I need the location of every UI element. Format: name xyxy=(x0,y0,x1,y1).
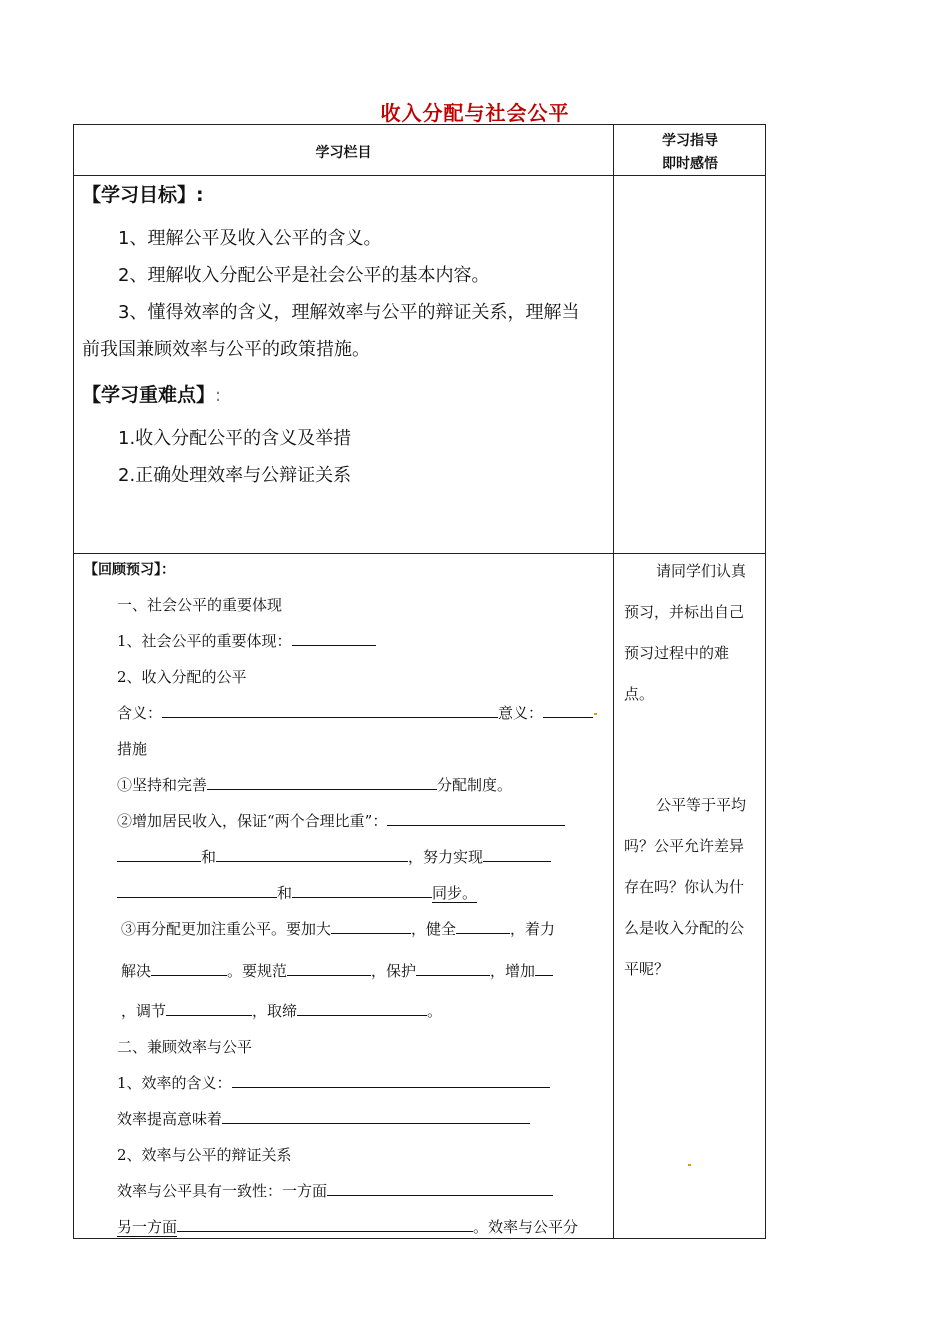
guidance-1-line3: 预习过程中的难 xyxy=(624,644,730,662)
measure-3-row2 xyxy=(121,960,553,981)
key-point-2: 2.正确处理效率与公辩证关系 xyxy=(118,465,352,486)
consistency-row xyxy=(117,1180,553,1201)
efficiency-means xyxy=(117,1108,530,1129)
adjust-label: ，调节 xyxy=(121,1002,167,1020)
protect-label: ，保护 xyxy=(371,962,417,980)
objectives-heading: 【学习目标】: xyxy=(82,184,204,206)
column-header-guidance-line2: 即时感悟 xyxy=(662,156,718,172)
blank-line xyxy=(151,963,227,976)
objective-3-line2: 前我国兼顾效率与公平的政策措施。 xyxy=(82,339,370,360)
stray-mark xyxy=(594,713,597,715)
review-item-2-2: 2、效率与公平的辩证关系 xyxy=(117,1146,292,1164)
blank-line xyxy=(535,963,553,976)
blank-line xyxy=(162,705,498,718)
blank-line xyxy=(287,963,371,976)
and-label-1: 和 xyxy=(201,848,217,866)
increase-label: ，增加 xyxy=(490,962,536,980)
significance-label: 意义： xyxy=(498,704,544,722)
consistency-label: 效率与公平具有一致性：一方面 xyxy=(117,1182,328,1200)
blank-line xyxy=(232,1075,550,1088)
measure-1-a: ①坚持和完善 xyxy=(117,776,208,794)
blank-line xyxy=(222,1111,530,1124)
column-divider xyxy=(613,124,614,1239)
blank-line xyxy=(387,813,565,826)
blank-line xyxy=(297,1003,427,1016)
guidance-2-line1: 公平等于平均 xyxy=(656,796,747,814)
end-mark: 。 xyxy=(427,1002,443,1020)
blank-line xyxy=(117,849,201,862)
guidance-1-line2: 预习，并标出自己 xyxy=(624,603,745,621)
efficiency-meaning-label: 1、效率的含义： xyxy=(117,1074,232,1092)
sync-label: 同步。 xyxy=(432,884,478,902)
review-item-1-2: 2、收入分配的公平 xyxy=(117,668,247,686)
column-header-study: 学习栏目 xyxy=(315,145,372,161)
measure-3 xyxy=(121,918,555,939)
objective-1: 1、理解公平及收入公平的含义。 xyxy=(118,228,382,249)
measure-1-b: 分配制度。 xyxy=(437,776,513,794)
guidance-2-line3: 存在吗？你认为什 xyxy=(624,878,745,896)
measures-label: 措施 xyxy=(117,740,148,758)
blank-line xyxy=(327,1183,553,1196)
blank-line xyxy=(543,705,593,718)
review-section-1: 一、社会公平的重要体现 xyxy=(117,596,283,614)
other-hand-label: 另一方面 xyxy=(117,1218,178,1236)
review-item-1-1-label: 1、社会公平的重要体现： xyxy=(117,632,292,650)
key-points-colon: : xyxy=(215,385,222,406)
blank-line xyxy=(177,1219,473,1232)
regulate-label: 。要规范 xyxy=(227,962,288,980)
guidance-1-line4: 点。 xyxy=(624,685,655,703)
blank-line xyxy=(292,633,376,646)
blank-line xyxy=(207,777,437,790)
guidance-1-line1: 请同学们认真 xyxy=(656,562,747,580)
header-divider-left xyxy=(73,175,614,176)
blank-line xyxy=(483,849,551,862)
measure-1 xyxy=(117,774,512,795)
ban-label: ，取缔 xyxy=(252,1002,298,1020)
measure-3-b: ，健全 xyxy=(411,920,457,938)
guidance-2-line4: 么是收入分配的公 xyxy=(624,919,745,937)
key-points-heading-row xyxy=(82,380,221,407)
guidance-2-line5: 平呢？ xyxy=(624,960,670,978)
key-points-heading: 【学习重难点】 xyxy=(82,384,216,406)
review-section-2: 二、兼顾效率与公平 xyxy=(117,1038,253,1056)
measure-3-c: ，着力 xyxy=(510,920,556,938)
review-heading: 【回顾预习】： xyxy=(84,562,175,578)
objective-2: 2、理解收入分配公平是社会公平的基本内容。 xyxy=(118,265,490,286)
measure-3-row3 xyxy=(121,1000,442,1021)
blank-line xyxy=(416,963,490,976)
efficiency-meaning xyxy=(117,1072,550,1093)
key-point-1: 1.收入分配公平的含义及举措 xyxy=(118,428,352,449)
tail-label: 。效率与公平分 xyxy=(473,1218,579,1236)
review-item-1-1 xyxy=(117,630,376,651)
blank-line xyxy=(117,885,277,898)
meaning-label: 含义： xyxy=(117,704,163,722)
page-title: 收入分配与社会公平 xyxy=(380,101,570,125)
blank-line xyxy=(331,921,411,934)
blank-line xyxy=(216,849,408,862)
blank-line xyxy=(166,1003,252,1016)
other-hand-row xyxy=(117,1216,578,1237)
measure-2-label: ②增加居民收入，保证“两个合理比重”： xyxy=(117,812,388,830)
stray-mark xyxy=(688,1164,691,1166)
blank-line xyxy=(292,885,432,898)
measure-2-row3 xyxy=(117,882,477,903)
blank-line xyxy=(456,921,510,934)
realize-label: ，努力实现 xyxy=(408,848,484,866)
and-label-2: 和 xyxy=(277,884,293,902)
objective-3-line1: 3、懂得效率的含义，理解效率与公平的辩证关系，理解当 xyxy=(118,302,580,323)
guidance-2-line2: 吗？公平允许差异 xyxy=(624,837,745,855)
measure-3-a: ③再分配更加注重公平。要加大 xyxy=(121,920,332,938)
section-divider xyxy=(73,553,766,554)
column-header-guidance-line1: 学习指导 xyxy=(662,133,718,149)
measure-2-row2 xyxy=(117,846,551,867)
measure-2 xyxy=(117,810,565,831)
solve-label: 解决 xyxy=(121,962,152,980)
efficiency-means-label: 效率提高意味着 xyxy=(117,1110,223,1128)
meaning-row xyxy=(117,702,593,723)
